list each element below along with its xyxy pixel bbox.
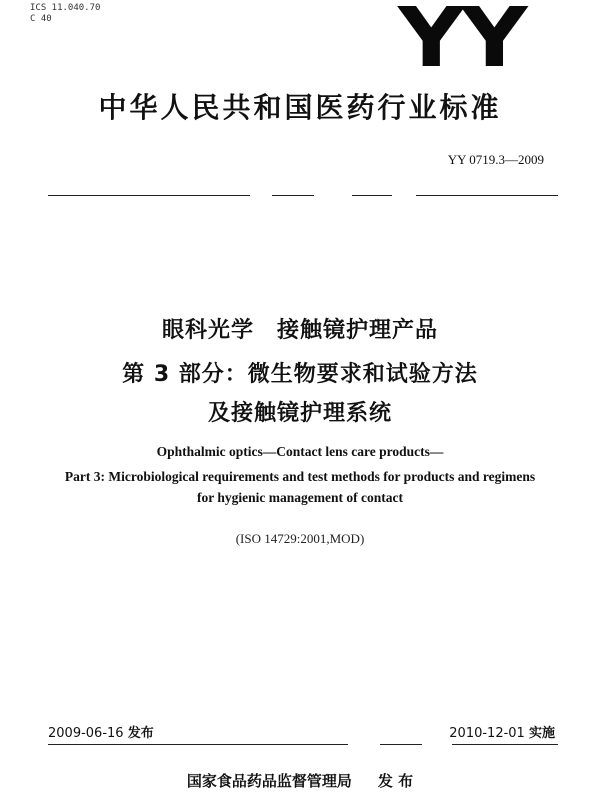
classification-codes [30, 3, 100, 25]
issuer-action: 发 布 [377, 772, 414, 790]
implement-label: 实施 [528, 726, 555, 741]
cn-title-line-1: 眼科光学 接触镜护理产品 [161, 318, 438, 343]
iso-reference: (ISO 14729:2001,MOD) [235, 531, 365, 546]
implement-date-block [449, 722, 555, 741]
cn-title-line-3: 及接触镜护理系统 [207, 401, 392, 426]
publish-date: 2009-06-16 [48, 726, 124, 741]
en-title-line-2: Part 3: Microbiological requirements and test methods for products and regimens [64, 469, 536, 484]
publish-label: 发布 [127, 726, 154, 741]
en-title-line-1: Ophthalmic optics—Contact lens care products— [156, 444, 444, 459]
ccs-code: C 40 [30, 14, 52, 24]
issuer-line [0, 770, 600, 791]
cn-title-line-2: 第 3 部分：微生物要求和试验方法 [122, 362, 478, 387]
standard-type-title: 中华人民共和国医药行业标准 [98, 91, 502, 124]
standard-logo: YY [398, 0, 525, 86]
issuer-name: 国家食品药品监督管理局 [186, 772, 352, 790]
publish-date-block [48, 722, 154, 741]
standard-code: YY 0719.3—2009 [447, 152, 544, 167]
ics-code: ICS 11.040.70 [30, 3, 101, 13]
en-title-line-3: for hygienic management of contact [197, 490, 403, 505]
implement-date: 2010-12-01 [449, 726, 525, 741]
